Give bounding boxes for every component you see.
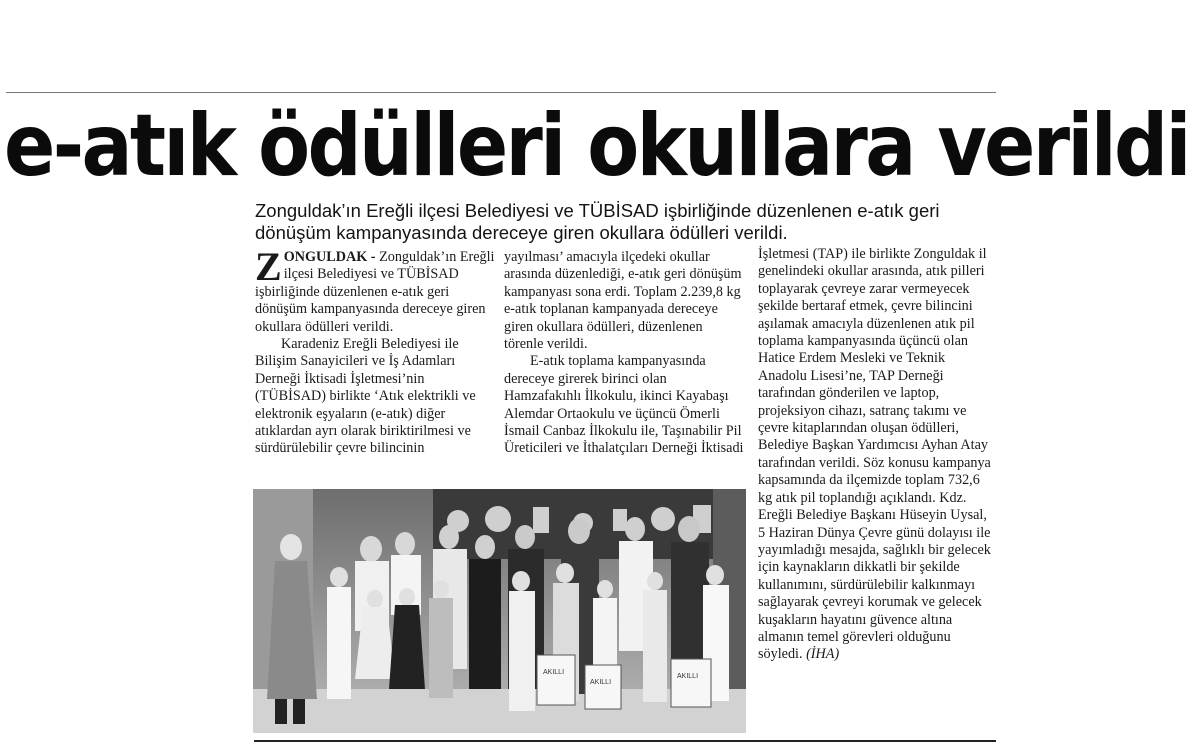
headline: e-atık ödülleri okullara verildi xyxy=(4,96,1189,196)
paragraph-lead xyxy=(255,244,495,336)
bag-text-2: AKILLI xyxy=(590,679,612,686)
column-2 xyxy=(504,249,744,458)
ceremony-photo xyxy=(253,489,746,733)
top-rule xyxy=(6,92,996,93)
paragraph-4: E-atık toplama kampanyasında dereceye girerek birinci olan Hamzafakıhlı İlkokulu, ikinci Kayabaşı Alemdar Ortaokulu ve üçüncü Ömerli İsmail Canbaz İlkokulu ile, Taşınabilir Pil Üreticileri ve İthalatçıları Derneği İktisadi xyxy=(504,353,744,457)
paragraph-3: yayılması’ amacıyla ilçedeki okullar arasında düzenlediği, e-atık geri dönüşüm kampanyası sona erdi. Toplam 2.239,8 kg e-atık toplanan kampanyada dereceye giren okullara ödülleri, düzenlenen törenle verildi. xyxy=(504,249,742,353)
paragraph-2: Karadeniz Ereğli Belediyesi ile Bilişim Sanayicileri ve İş Adamları Derneği İktisadi İşletmesi’nin (TÜBİSAD) birlikte ‘Atık elektrikli ve elektronik eşyaların (e-atık) diğer atıklardan ayrı olarak biriktirilmesi ve sürdürülebilir çevre bilincinin xyxy=(255,336,476,457)
dateline: ONGULDAK - xyxy=(283,249,376,265)
drop-cap: Z xyxy=(255,244,282,289)
signoff: (İHA) xyxy=(806,646,840,663)
column-1 xyxy=(255,244,495,458)
deck: Zonguldak’ın Ereğli ilçesi Belediyesi ve TÜBİSAD işbirliğinde düzenlenen e-atık geri dönüşüm kampanyasında dereceye giren okullara ödülleri verildi. xyxy=(255,200,940,243)
bag-text-3: AKILLI xyxy=(677,673,699,680)
bag-text-1: AKILLI xyxy=(543,669,565,676)
news-photo xyxy=(253,489,746,733)
paragraph-5 xyxy=(758,246,996,664)
bottom-rule xyxy=(254,740,996,742)
paragraph-5-text: İşletmesi (TAP) ile birlikte Zonguldak il genelindeki okullar arasında, atık pilleri toplayarak çevreye zarar vermeyecek şekilde bertaraf etmek, çevre bilincini aşılamak amacıyla düzenlenen atık pil toplama kampanyasında üçüncü olan Hatice Erdem Mesleki ve Teknik Anadolu Lisesi’ne, TAP Derneği tarafından gönderilen ve laptop, projeksiyon cihazı, satranç takımı ve çevre kitaplarından oluşan ödülleri, Belediye Başkan Yardımcısı Ayhan Atay tarafından verildi. Söz konusu kampanya kapsamında da ilçemizde toplam 732,6 kg atık pil toplandığı açıklandı. Kdz. Ereğli Belediye Başkanı Hüseyin Uysal, 5 Haziran Dünya Çevre günü dolayısı ile yayımladığı mesajda, sağlıklı bir gelecek için kaynakların dikkatli bir şekilde kullanımını, sürdürülebilir kalkınmayı sağlayarak çevreyi korumak ve gelecek kuşakların hayatını güvence altına almanın temel görevleri olduğunu söyledi. xyxy=(758,246,991,663)
column-3 xyxy=(758,246,996,664)
paragraph-1: Zonguldak’ın Ereğli ilçesi Belediyesi ve TÜBİSAD işbirliğinde düzenlenen e-atık geri dönüşüm kampanyasında dereceye giren okullara ödülleri verildi. xyxy=(255,249,495,335)
